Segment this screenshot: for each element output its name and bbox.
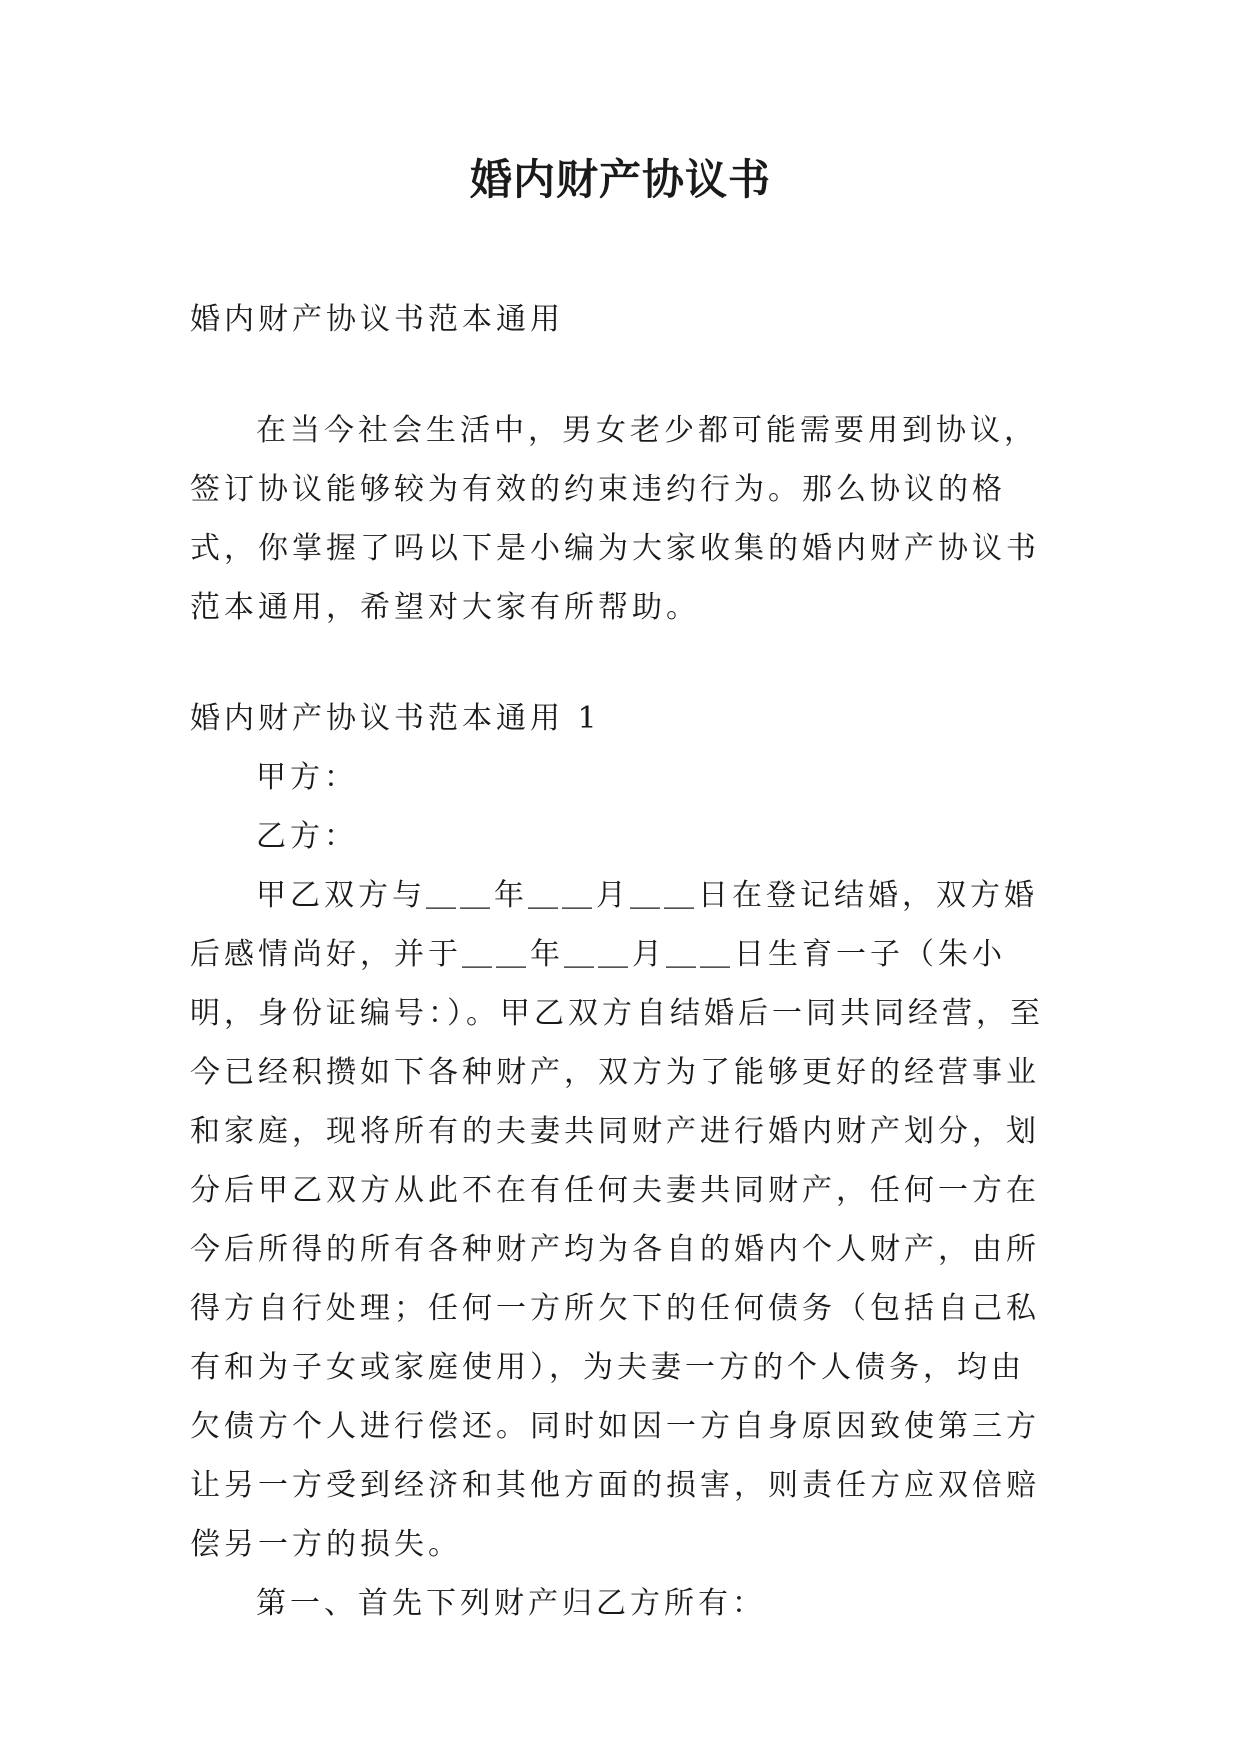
document-body — [190, 290, 1050, 1633]
section-heading: 婚内财产协议书范本通用 1 — [190, 701, 601, 736]
agreement-body-paragraph: 甲乙双方与＿＿年＿＿月＿＿日在登记结婚，双方婚后感情尚好，并于＿＿年＿＿月＿＿日生育一子（朱小明，身份证编号：）。甲乙双方自结婚后一同共同经营，至今已经积攒如下各种财产，双方为了能够更好的经营事业和家庭，现将所有的夫妻共同财产进行婚内财产划分，划分后甲乙双方从此不在有任何夫妻共同财产，任何一方在今后所得的所有各种财产均为各自的婚内个人财产，由所得方自行处理；任何一方所欠下的任何债务（包括自己私有和为子女或家庭使用），为夫妻一方的个人债务，均由欠债方个人进行偿还。同时如因一方自身原因致使第三方让另一方受到经济和其他方面的损害，则责任方应双倍赔偿另一方的损失。 — [190, 878, 1044, 1562]
party-b-line: 乙方： — [256, 819, 358, 854]
intro-paragraph: 在当今社会生活中，男女老少都可能需要用到协议，签订协议能够较为有效的约束违约行为。那么协议的格式，你掌握了吗以下是小编为大家收集的婚内财产协议书范本通用，希望对大家有所帮助。 — [190, 413, 1040, 625]
document-subtitle: 婚内财产协议书范本通用 — [190, 302, 564, 337]
clause-1: 第一、首先下列财产归乙方所有： — [256, 1586, 766, 1621]
document-title: 婚内财产协议书 — [469, 155, 771, 204]
party-a-line: 甲方： — [256, 760, 358, 795]
